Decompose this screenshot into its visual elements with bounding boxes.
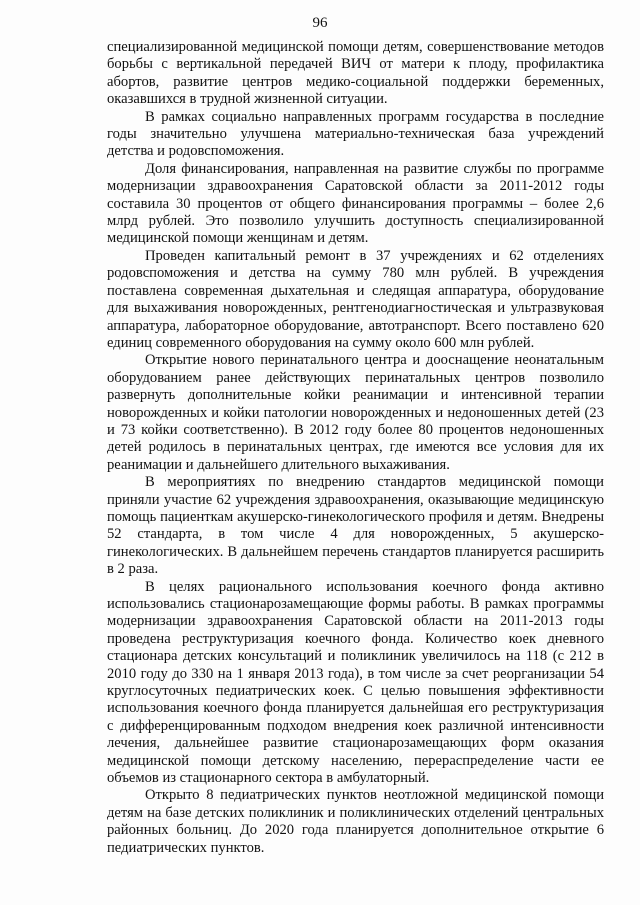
paragraph-4: Проведен капитальный ремонт в 37 учреждениях и 62 отделениях родовспоможения и детства на сумму 780 млн рублей. В учреждения поставлена современная дыхательная и следящая аппаратура, оборудование для выхаживания новорожденных, рентгенодиагностическая и ультразвуковая аппаратура, лабораторное оборудование, автотранспорт. Всего поставлено 620 единиц современного оборудования на сумму около 600 млн рублей. bbox=[107, 247, 604, 351]
page-number: 96 bbox=[312, 15, 328, 31]
paragraph-8: Открыто 8 педиатрических пунктов неотложной медицинской помощи детям на базе детских поликлиник и поликлинических отделений центральных районных больниц. До 2020 года планируется дополнительное открытие 6 педиатрических пунктов. bbox=[107, 787, 604, 856]
paragraph-1: специализированной медицинской помощи детям, совершенствование методов борьбы с вертикальной передачей ВИЧ от матери к плоду, профилактика абортов, развитие центров медико-социальной поддержки беременных, оказавшихся в трудной жизненной ситуации. bbox=[107, 39, 604, 108]
paragraph-2: В рамках социально направленных программ государства в последние годы значительно улучшена материально-техническая база учреждений детства и родовспоможения. bbox=[107, 108, 604, 160]
document-body bbox=[107, 39, 604, 857]
paragraph-7: В целях рационального использования коечного фонда активно использовались стационарозамещающие формы работы. В рамках программы модернизации здравоохранения Саратовской области на 2011-2013 годы проведена реструктуризация коечного фонда. Количество коек дневного стационара детских консультаций и поликлиник увеличилось на 118 (с 212 в 2010 году до 330 на 1 января 2013 года), в том числе за счет реорганизации 54 круглосуточных педиатрических коек. С целью повышения эффективности использования коечного фонда планируется дальнейшая его реструктуризация с дифференцированным подходом внедрения коек различной интенсивности лечения, дальнейшее развитие стационарозамещающих форм оказания медицинской помощи детскому населению, перераспределение части ее объемов из стационарного сектора в амбулаторный. bbox=[107, 578, 604, 787]
paragraph-6: В мероприятиях по внедрению стандартов медицинской помощи приняли участие 62 учреждения здравоохранения, оказывающие медицинскую помощь пациенткам акушерско-гинекологического профиля и детям. Внедрены 52 стандарта, в том числе 4 для новорожденных, 5 акушерско-гинекологических. В дальнейшем перечень стандартов планируется расширить в 2 раза. bbox=[107, 474, 604, 578]
paragraph-3: Доля финансирования, направленная на развитие службы по программе модернизации здравоохранения Саратовской области за 2011-2012 годы составила 30 процентов от общего финансирования программы – более 2,6 млрд рублей. Это позволило улучшить доступность специализированной медицинской помощи женщинам и детям. bbox=[107, 160, 604, 247]
paragraph-5: Открытие нового перинатального центра и дооснащение неонатальным оборудованием ранее действующих перинатальных центров позволило развернуть дополнительные койки реанимации и интенсивной терапии новорожденных и койки патологии новорожденных и недоношенных детей (23 и 73 койки соответственно). В 2012 году более 80 процентов недоношенных детей родилось в перинатальных центрах, где имеются все условия для их реанимации и дальнейшего длительного выхаживания. bbox=[107, 352, 604, 473]
